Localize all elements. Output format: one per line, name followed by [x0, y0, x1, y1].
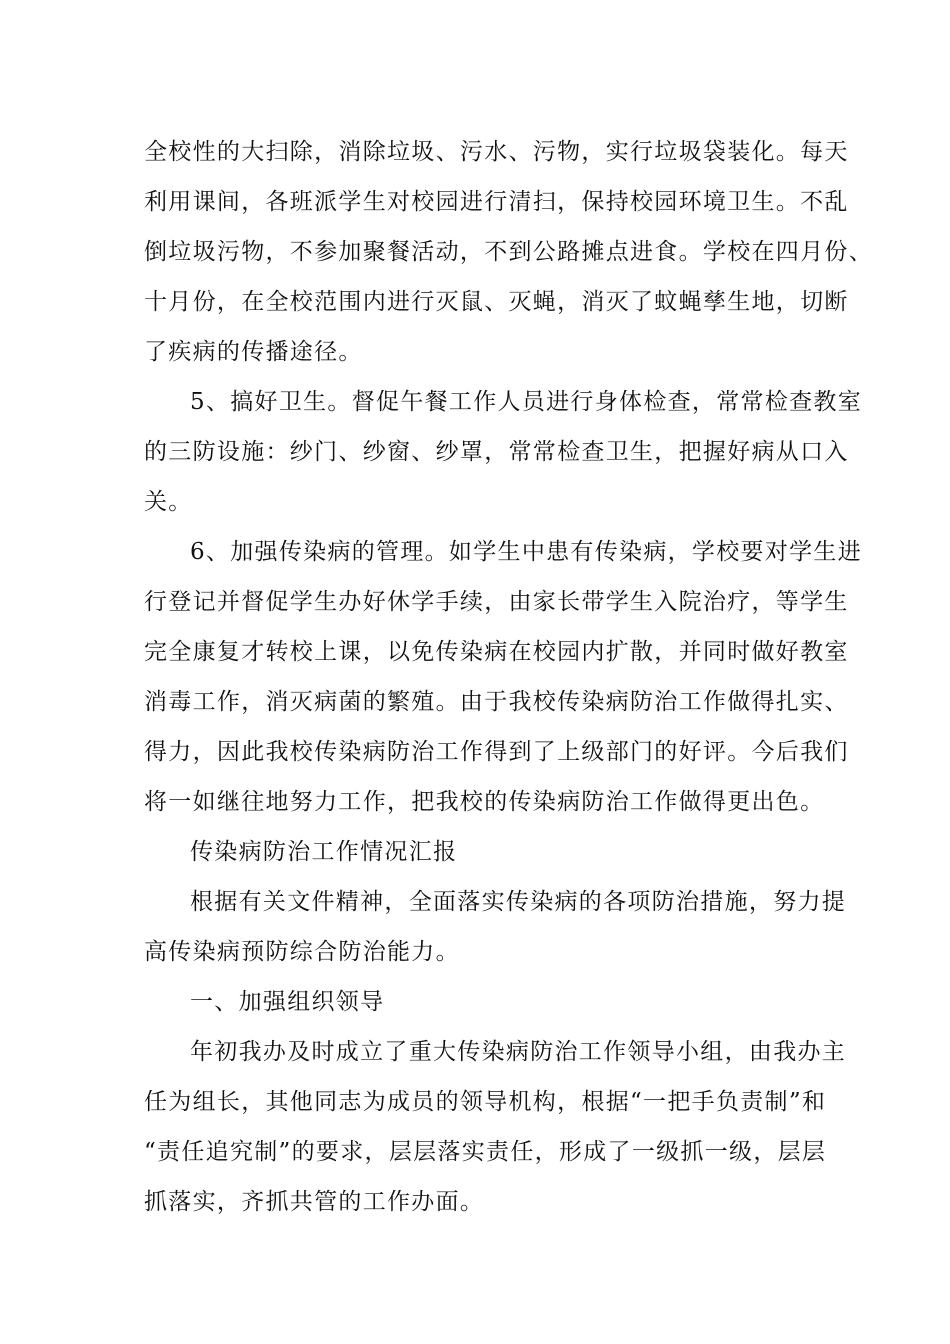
section-heading: 传染病防治工作情况汇报 [190, 839, 458, 865]
text-line: 将一如继往地努力工作，把我校的传染病防治工作做得更出色。 [144, 789, 825, 815]
text-line: 关。 [144, 489, 193, 515]
text-line: 完全康复才转校上课，以免传染病在校园内扩散，并同时做好教室 [144, 639, 849, 665]
text-line: 倒垃圾污物，不参加聚餐活动，不到公路摊点进食。学校在四月份、 [144, 239, 873, 265]
text-line: 的三防设施：纱门、纱窗、纱罩，常常检查卫生，把握好病从口入 [144, 439, 849, 465]
text-line: 得力，因此我校传染病防治工作得到了上级部门的好评。今后我们 [144, 739, 849, 765]
text-line: 行登记并督促学生办好休学手续，由家长带学生入院治疗，等学生 [144, 589, 849, 615]
text-line: 全校性的大扫除，消除垃圾、污水、污物，实行垃圾袋装化。每天 [144, 139, 849, 165]
paragraph-first-line: 6、加强传染病的管理。如学生中患有传染病，学校要对学生进 [190, 539, 863, 565]
text-line: 抓落实，齐抓共管的工作办面。 [144, 1189, 485, 1215]
subsection-heading: 一、加强组织领导 [190, 989, 385, 1015]
text-line: 了疾病的传播途径。 [144, 339, 363, 365]
paragraph-first-line: 年初我办及时成立了重大传染病防治工作领导小组，由我办主 [190, 1039, 847, 1065]
text-line: “责任追究制”的要求，层层落实责任，形成了一级抓一级，层层 [144, 1139, 827, 1165]
text-line: 高传染病预防综合防治能力。 [144, 939, 460, 965]
paragraph-first-line: 5、搞好卫生。督促午餐工作人员进行身体检查，常常检查教室 [190, 389, 863, 415]
text-line: 消毒工作，消灭病菌的繁殖。由于我校传染病防治工作做得扎实、 [144, 689, 849, 715]
paragraph-first-line: 根据有关文件精神，全面落实传染病的各项防治措施，努力提 [190, 889, 847, 915]
text-line: 任为组长，其他同志为成员的领导机构，根据“一把手负责制”和 [144, 1089, 827, 1115]
text-line: 利用课间，各班派学生对校园进行清扫，保持校园环境卫生。不乱 [144, 189, 849, 215]
text-line: 十月份，在全校范围内进行灭鼠、灭蝇，消灭了蚊蝇孳生地，切断 [144, 289, 849, 315]
